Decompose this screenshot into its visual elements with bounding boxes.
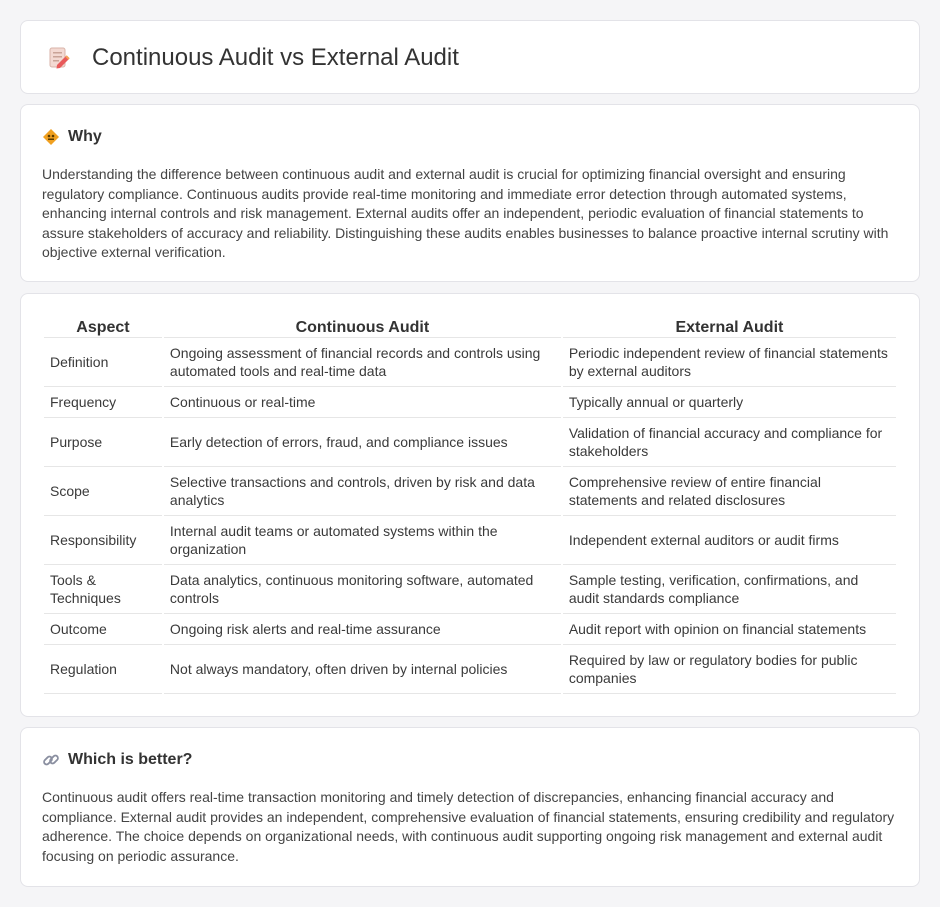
row-external: Comprehensive review of entire financial statements and related disclosures — [563, 467, 896, 516]
header-continuous: Continuous Audit — [164, 316, 561, 338]
row-external: Typically annual or quarterly — [563, 387, 896, 418]
better-title: Which is better? — [68, 751, 193, 768]
row-external: Required by law or regulatory bodies for public companies — [563, 645, 896, 694]
why-heading — [42, 127, 102, 147]
row-aspect: Purpose — [44, 418, 162, 467]
table-row — [44, 418, 896, 467]
row-aspect: Responsibility — [44, 516, 162, 565]
row-aspect: Definition — [44, 338, 162, 387]
row-continuous: Ongoing assessment of financial records and controls using automated tools and real-time data — [164, 338, 561, 387]
better-heading — [42, 750, 192, 770]
row-continuous: Early detection of errors, fraud, and compliance issues — [164, 418, 561, 467]
page-title: Continuous Audit vs External Audit — [92, 44, 459, 71]
table-row — [44, 516, 896, 565]
row-continuous: Selective transactions and controls, driven by risk and data analytics — [164, 467, 561, 516]
row-continuous: Not always mandatory, often driven by internal policies — [164, 645, 561, 694]
row-continuous: Continuous or real-time — [164, 387, 561, 418]
row-external: Periodic independent review of financial statements by external auditors — [563, 338, 896, 387]
why-section — [20, 104, 920, 282]
better-text: Continuous audit offers real-time transaction monitoring and timely detection of discrepancies, enhancing financial accuracy and compliance. External audit provides an independent, comprehensive evaluation of financial statements, ensuring credibility and regulatory adherence. The choice depends on organizational needs, with continuous audit supporting ongoing risk management and external audit focusing on periodic assurance. — [42, 789, 895, 864]
row-aspect: Regulation — [44, 645, 162, 694]
table-row — [44, 565, 896, 614]
comparison-table — [42, 316, 898, 694]
table-row — [44, 645, 896, 694]
header-card — [20, 20, 920, 94]
row-continuous: Ongoing risk alerts and real-time assurance — [164, 614, 561, 645]
row-continuous: Data analytics, continuous monitoring software, automated controls — [164, 565, 561, 614]
row-external: Sample testing, verification, confirmations, and audit standards compliance — [563, 565, 896, 614]
table-header-row — [44, 316, 896, 338]
row-aspect: Frequency — [44, 387, 162, 418]
comparison-section — [20, 293, 920, 717]
table-row — [44, 387, 896, 418]
row-continuous: Internal audit teams or automated systems within the organization — [164, 516, 561, 565]
diamond-sign-icon — [42, 128, 60, 146]
memo-pencil-icon — [47, 46, 71, 70]
row-external: Independent external auditors or audit firms — [563, 516, 896, 565]
row-aspect: Tools & Techniques — [44, 565, 162, 614]
row-external: Validation of financial accuracy and compliance for stakeholders — [563, 418, 896, 467]
table-row — [44, 614, 896, 645]
which-is-better-section — [20, 727, 920, 887]
row-aspect: Scope — [44, 467, 162, 516]
table-row — [44, 338, 896, 387]
row-aspect: Outcome — [44, 614, 162, 645]
link-icon — [42, 751, 60, 769]
why-text: Understanding the difference between continuous audit and external audit is crucial for optimizing financial oversight and ensuring regulatory compliance. Continuous audits provide real-time monitoring and immediate error detection through automated systems, enhancing internal controls and risk management. External audits offer an independent, periodic evaluation of financial statements to assure stakeholders of accuracy and reliability. Distinguishing these audits enables businesses to balance proactive internal scrutiny with objective external verification. — [42, 166, 889, 261]
header-aspect: Aspect — [44, 316, 162, 338]
table-row — [44, 467, 896, 516]
header-external: External Audit — [563, 316, 896, 338]
why-title: Why — [68, 128, 102, 145]
row-external: Audit report with opinion on financial statements — [563, 614, 896, 645]
